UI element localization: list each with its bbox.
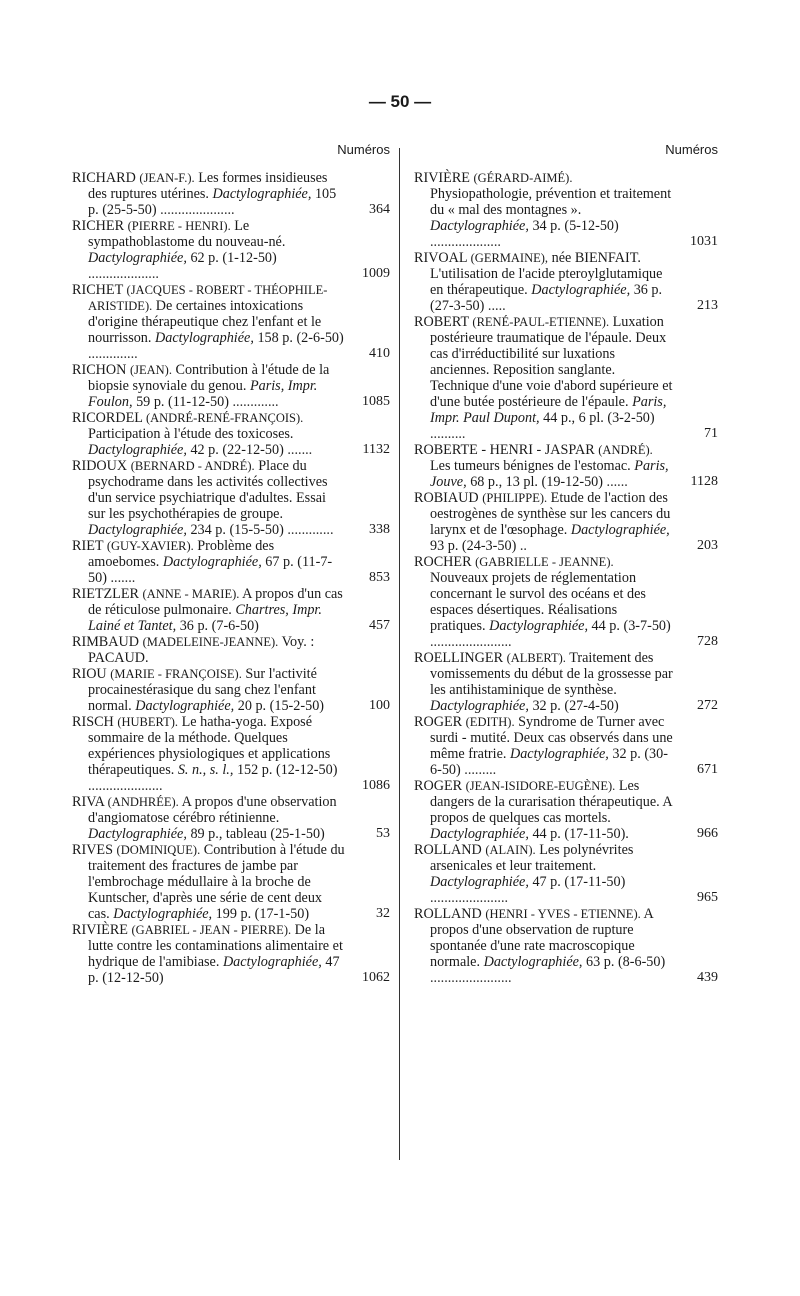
bibliography-entry bbox=[72, 842, 390, 922]
entry-number: 1132 bbox=[362, 442, 390, 457]
leader-dots: ...... bbox=[606, 474, 628, 490]
bibliography-entry bbox=[414, 490, 718, 554]
author-given-names: (ALBERT). bbox=[506, 651, 566, 665]
pages-and-date: 36 p. (27-3-50) bbox=[430, 282, 663, 314]
leader-dots: ....... bbox=[287, 442, 313, 458]
author-given-names: (GUY-XAVIER). bbox=[106, 539, 194, 553]
bibliography-entry bbox=[414, 554, 718, 650]
thesis-title: Les dangers de la curarisation thérapeutique. A propos de quelques cas mortels. bbox=[430, 778, 672, 826]
publisher: Dactylographiée, bbox=[222, 954, 322, 970]
thesis-title: Physiopathologie, prévention et traitement du « mal des montagnes ». bbox=[430, 186, 672, 218]
author-name: RIVES bbox=[72, 842, 113, 858]
publisher: Paris, Impr. Paul Dupont, bbox=[430, 394, 667, 426]
thesis-title: A propos d'un cas de réticulose pulmonaire. bbox=[88, 586, 343, 618]
thesis-title: Le hatha-yoga. Exposé sommaire de la méthode. Quelques expériences physiologiques et applications thérapeutiques. bbox=[88, 714, 331, 778]
author-name: RIETZLER bbox=[72, 586, 139, 602]
thesis-title: Nouveaux projets de réglementation concernant le survol des océans et des espaces désertiques. Réalisations pratiques. bbox=[430, 570, 646, 634]
bibliography-entry bbox=[414, 842, 718, 906]
thesis-title: Voy. : PACAUD. bbox=[88, 634, 315, 666]
pages-and-date: 89 p., tableau (25-1-50) bbox=[190, 826, 325, 842]
publisher: Dactylographiée, bbox=[430, 874, 529, 890]
entry-number: 410 bbox=[369, 346, 390, 361]
bibliography-entry bbox=[414, 250, 718, 314]
publisher: Dactylographiée, bbox=[212, 186, 312, 202]
author-name: RICHET bbox=[72, 282, 123, 298]
bibliography-entry bbox=[414, 714, 718, 778]
author-given-names: (PIERRE - HENRI). bbox=[127, 219, 231, 233]
entry-number: 364 bbox=[369, 202, 390, 217]
leader-dots: ............. bbox=[232, 394, 279, 410]
right-column bbox=[414, 142, 718, 986]
publisher: Dactylographiée, bbox=[430, 698, 529, 714]
author-name: RIMBAUD bbox=[72, 634, 140, 650]
pages-and-date: 47 p. (12-12-50) bbox=[88, 954, 340, 986]
author-name: RIVOAL bbox=[414, 250, 468, 266]
entry-number: 100 bbox=[369, 698, 390, 713]
thesis-title: Etude de l'action des oestrogènes de synthèse sur les cancers du larynx et de l'œsophage. bbox=[430, 490, 671, 538]
author-name: RIET bbox=[72, 538, 104, 554]
bibliography-entry bbox=[72, 362, 390, 410]
entry-number: 1086 bbox=[362, 778, 390, 793]
pages-and-date: 234 p. (15-5-50) bbox=[190, 522, 284, 538]
author-name: ROGER bbox=[414, 778, 463, 794]
author-name: ROBIAUD bbox=[414, 490, 479, 506]
pages-and-date: 44 p., 6 pl. (3-2-50) bbox=[543, 410, 655, 426]
publisher: Paris, Impr. Foulon, bbox=[88, 378, 318, 410]
author-given-names: (GERMAINE), bbox=[470, 251, 549, 265]
author-name: RICHARD bbox=[72, 170, 136, 186]
entry-number: 203 bbox=[697, 538, 718, 553]
column-header: Numéros bbox=[665, 142, 718, 157]
pages-and-date: 67 p. (11-7-50) bbox=[88, 554, 333, 586]
leader-dots: ............. bbox=[287, 522, 334, 538]
author-name: RICHON bbox=[72, 362, 127, 378]
entry-number: 965 bbox=[697, 890, 718, 905]
leader-dots: ....................... bbox=[430, 634, 512, 650]
author-given-names: (PHILIPPE). bbox=[482, 491, 548, 505]
author-name: RIVIÈRE bbox=[72, 922, 128, 938]
author-name: RIOU bbox=[72, 666, 107, 682]
pages-and-date: 63 p. (8-6-50) bbox=[586, 954, 666, 970]
entry-number: 853 bbox=[369, 570, 390, 585]
thesis-title: Place du psychodrame dans les activités collectives d'un service psychiatrique d'adultes. Essai sur les psychothérapies de groupe. bbox=[88, 458, 328, 522]
author-given-names: (DOMINIQUE). bbox=[116, 843, 201, 857]
publisher: Dactylographiée, bbox=[430, 826, 529, 842]
publisher: Dactylographiée, bbox=[135, 698, 235, 714]
pages-and-date: 59 p. (11-12-50) bbox=[136, 394, 229, 410]
bibliography-entry bbox=[72, 410, 390, 458]
entry-number: 1031 bbox=[690, 234, 718, 249]
author-name: RISCH bbox=[72, 714, 114, 730]
pages-and-date: 34 p. (5-12-50) bbox=[532, 218, 619, 234]
publisher: Dactylographiée, bbox=[155, 330, 254, 346]
thesis-title: née BIENFAIT. L'utilisation de l'acide pteroylglutamique en thérapeutique. bbox=[430, 250, 663, 298]
publisher: Dactylographiée, bbox=[88, 250, 187, 266]
entry-number: 71 bbox=[704, 426, 718, 441]
thesis-title: Problème des amoebomes. bbox=[88, 538, 275, 570]
bibliography-entry bbox=[414, 170, 718, 250]
publisher: Dactylographiée, bbox=[509, 746, 609, 762]
pages-and-date: 152 p. (12-12-50) bbox=[236, 762, 338, 778]
bibliography-entry bbox=[72, 714, 390, 794]
leader-dots: .......... bbox=[430, 426, 466, 442]
leader-dots: .................... bbox=[88, 266, 159, 282]
author-given-names: (JEAN-F.). bbox=[139, 171, 195, 185]
pages-and-date: 93 p. (24-3-50) bbox=[430, 538, 517, 554]
author-given-names: (MADELEINE-JEANNE). bbox=[142, 635, 279, 649]
leader-dots: ..................... bbox=[88, 778, 163, 794]
author-given-names: (HUBERT). bbox=[117, 715, 179, 729]
entry-number: 213 bbox=[697, 298, 718, 313]
pages-and-date: 158 p. (2-6-50) bbox=[257, 330, 344, 346]
entry-list bbox=[72, 170, 390, 986]
thesis-title: Les tumeurs bénignes de l'estomac. bbox=[430, 458, 631, 474]
column-divider bbox=[399, 148, 400, 1160]
bibliography-entry bbox=[72, 794, 390, 842]
pages-and-date: 42 p. (22-12-50) bbox=[190, 442, 284, 458]
bibliography-entry bbox=[72, 634, 390, 666]
bibliography-entry bbox=[414, 442, 718, 490]
author-given-names: (JEAN-ISIDORE-EUGÈNE). bbox=[465, 779, 616, 793]
publisher: Dactylographiée, bbox=[430, 218, 529, 234]
leader-dots: ....................... bbox=[430, 970, 512, 986]
author-given-names: (GÉRARD-AIMÉ). bbox=[473, 171, 573, 185]
author-given-names: (ANNE - MARIE). bbox=[142, 587, 240, 601]
bibliography-entry bbox=[72, 586, 390, 634]
pages-and-date: 105 p. (25-5-50) bbox=[88, 186, 337, 218]
pages-and-date: 20 p. (15-2-50) bbox=[237, 698, 325, 714]
column-header: Numéros bbox=[337, 142, 390, 157]
thesis-title: De la lutte contre les contaminations alimentaire et hydrique de l'amibiase. bbox=[88, 922, 343, 970]
pages-and-date: 44 p. (3-7-50) bbox=[591, 618, 671, 634]
thesis-title: Participation à l'étude des toxicoses. bbox=[88, 426, 294, 442]
leader-dots: ...................... bbox=[430, 890, 509, 906]
bibliography-entry bbox=[414, 778, 718, 842]
pages-and-date: 47 p. (17-11-50) bbox=[532, 874, 626, 890]
publisher: Dactylographiée, bbox=[162, 554, 262, 570]
author-given-names: (ANDRÉ-RENÉ-FRANÇOIS). bbox=[145, 411, 304, 425]
leader-dots: ......... bbox=[464, 762, 497, 778]
pages-and-date: 62 p. (1-12-50) bbox=[190, 250, 277, 266]
pages-and-date: 68 p., 13 pl. (19-12-50) bbox=[470, 474, 603, 490]
leader-dots: ....... bbox=[110, 570, 136, 586]
entry-number: 53 bbox=[376, 826, 390, 841]
thesis-title: A propos d'une observation d'angiomatose cérébro rétinienne. bbox=[88, 794, 337, 826]
bibliography-entry bbox=[72, 458, 390, 538]
author-given-names: (MARIE - FRANÇOISE). bbox=[110, 667, 242, 681]
thesis-title: Les polynévrites arsenicales et leur traitement. bbox=[430, 842, 634, 874]
entry-number: 1062 bbox=[362, 970, 390, 985]
page-number: — 50 — bbox=[368, 92, 432, 111]
author-name: RICHER bbox=[72, 218, 125, 234]
bibliography-entry bbox=[72, 170, 390, 218]
publisher: Dactylographiée, bbox=[113, 906, 213, 922]
bibliography-entry bbox=[72, 282, 390, 362]
author-name: RIVIÈRE bbox=[414, 170, 470, 186]
thesis-title: Contribution à l'étude de la biopsie synoviale du genou. bbox=[88, 362, 330, 394]
entry-number: 272 bbox=[697, 698, 718, 713]
author-name: ROGER bbox=[414, 714, 463, 730]
thesis-title: Sur l'activité procainestérasique du sang chez l'enfant normal. bbox=[88, 666, 317, 714]
entry-number: 338 bbox=[369, 522, 390, 537]
leader-dots: .............. bbox=[88, 346, 138, 362]
author-name: ROLLAND bbox=[414, 906, 482, 922]
publisher: Dactylographiée, bbox=[88, 442, 187, 458]
author-name: ROBERTE - HENRI - JASPAR bbox=[414, 442, 595, 458]
leader-dots: ..... bbox=[487, 298, 506, 314]
pages-and-date: 199 p. (17-1-50) bbox=[215, 906, 310, 922]
author-given-names: (ALAIN). bbox=[485, 843, 536, 857]
thesis-title: Le sympathoblastome du nouveau-né. bbox=[88, 218, 286, 250]
author-given-names: (JACQUES - ROBERT - THÉOPHILE-ARISTIDE). bbox=[88, 283, 328, 313]
publisher: Dactylographiée, bbox=[570, 522, 670, 538]
author-given-names: (JEAN). bbox=[129, 363, 172, 377]
left-column bbox=[72, 142, 390, 986]
pages-and-date: 32 p. (30-6-50) bbox=[430, 746, 668, 778]
entry-number: 1085 bbox=[362, 394, 390, 409]
thesis-title: A propos d'une observation de rupture spontanée d'une rate macroscopique normale. bbox=[430, 906, 653, 970]
publisher: Dactylographiée, bbox=[483, 954, 583, 970]
publisher: Paris, Jouve, bbox=[430, 458, 669, 490]
author-given-names: (EDITH). bbox=[465, 715, 515, 729]
publisher: Dactylographiée, bbox=[531, 282, 631, 298]
author-given-names: (GABRIELLE - JEANNE). bbox=[475, 555, 614, 569]
thesis-title: Contribution à l'étude du traitement des fractures de jambe par l'embrochage médullaire à la broche de Kuntscher, d'après une série de cent deux cas. bbox=[88, 842, 345, 922]
thesis-title: Luxation postérieure traumatique de l'épaule. Deux cas d'irréductibilité sur luxations anciennes. Reposition sanglante. Technique d'une voie d'abord supérieure et d'une butée postérieure de l'épaule. bbox=[430, 314, 673, 410]
pages-and-date: 44 p. (17-11-50). bbox=[532, 826, 629, 842]
author-given-names: (BERNARD - ANDRÉ). bbox=[130, 459, 255, 473]
leader-dots: ..................... bbox=[160, 202, 235, 218]
publisher: Dactylographiée, bbox=[88, 826, 187, 842]
bibliography-entry bbox=[72, 218, 390, 282]
pages-and-date: 36 p. (7-6-50) bbox=[179, 618, 259, 634]
thesis-title: Les formes insidieuses des ruptures utérines. bbox=[88, 170, 328, 202]
author-given-names: (HENRI - YVES - ETIENNE). bbox=[485, 907, 641, 921]
entry-number: 1009 bbox=[362, 266, 390, 281]
bibliography-entry bbox=[72, 538, 390, 586]
leader-dots: .................... bbox=[430, 234, 501, 250]
author-name: ROBERT bbox=[414, 314, 469, 330]
bibliography-entry bbox=[414, 906, 718, 986]
entry-number: 671 bbox=[697, 762, 718, 777]
entry-number: 1128 bbox=[690, 474, 718, 489]
author-given-names: (RENÉ-PAUL-ETIENNE). bbox=[472, 315, 610, 329]
thesis-title: Traitement des vomissements du début de la grossesse par les antihistaminique de synthèse. bbox=[430, 650, 673, 698]
author-name: ROLLAND bbox=[414, 842, 482, 858]
thesis-title: De certaines intoxications d'origine thérapeutique chez l'enfant et le nourrisson. bbox=[88, 298, 322, 346]
pages-and-date: 32 p. (27-4-50) bbox=[532, 698, 619, 714]
bibliography-entry bbox=[72, 922, 390, 986]
publisher: Chartres, Impr. Lainé et Tantet, bbox=[88, 602, 322, 634]
bibliography-entry bbox=[414, 314, 718, 442]
entry-number: 32 bbox=[376, 906, 390, 921]
author-given-names: (ANDHRÉE). bbox=[107, 795, 179, 809]
leader-dots: .. bbox=[519, 538, 527, 554]
author-name: ROCHER bbox=[414, 554, 472, 570]
author-given-names: (GABRIEL - JEAN - PIERRE). bbox=[131, 923, 292, 937]
publisher: Dactylographiée, bbox=[489, 618, 588, 634]
publisher: S. n., s. l., bbox=[177, 762, 234, 778]
entry-number: 439 bbox=[697, 970, 718, 985]
entry-list bbox=[414, 170, 718, 986]
author-name: ROELLINGER bbox=[414, 650, 504, 666]
bibliography-entry bbox=[72, 666, 390, 714]
author-given-names: (ANDRÉ). bbox=[598, 443, 653, 457]
entry-number: 966 bbox=[697, 826, 718, 841]
author-name: RICORDEL bbox=[72, 410, 143, 426]
bibliography-entry bbox=[414, 650, 718, 714]
author-name: RIVA bbox=[72, 794, 105, 810]
entry-number: 728 bbox=[697, 634, 718, 649]
publisher: Dactylographiée, bbox=[88, 522, 187, 538]
thesis-title: Syndrome de Turner avec surdi - mutité. Deux cas observés dans une même fratrie. bbox=[430, 714, 673, 762]
entry-number: 457 bbox=[369, 618, 390, 633]
author-name: RIDOUX bbox=[72, 458, 128, 474]
